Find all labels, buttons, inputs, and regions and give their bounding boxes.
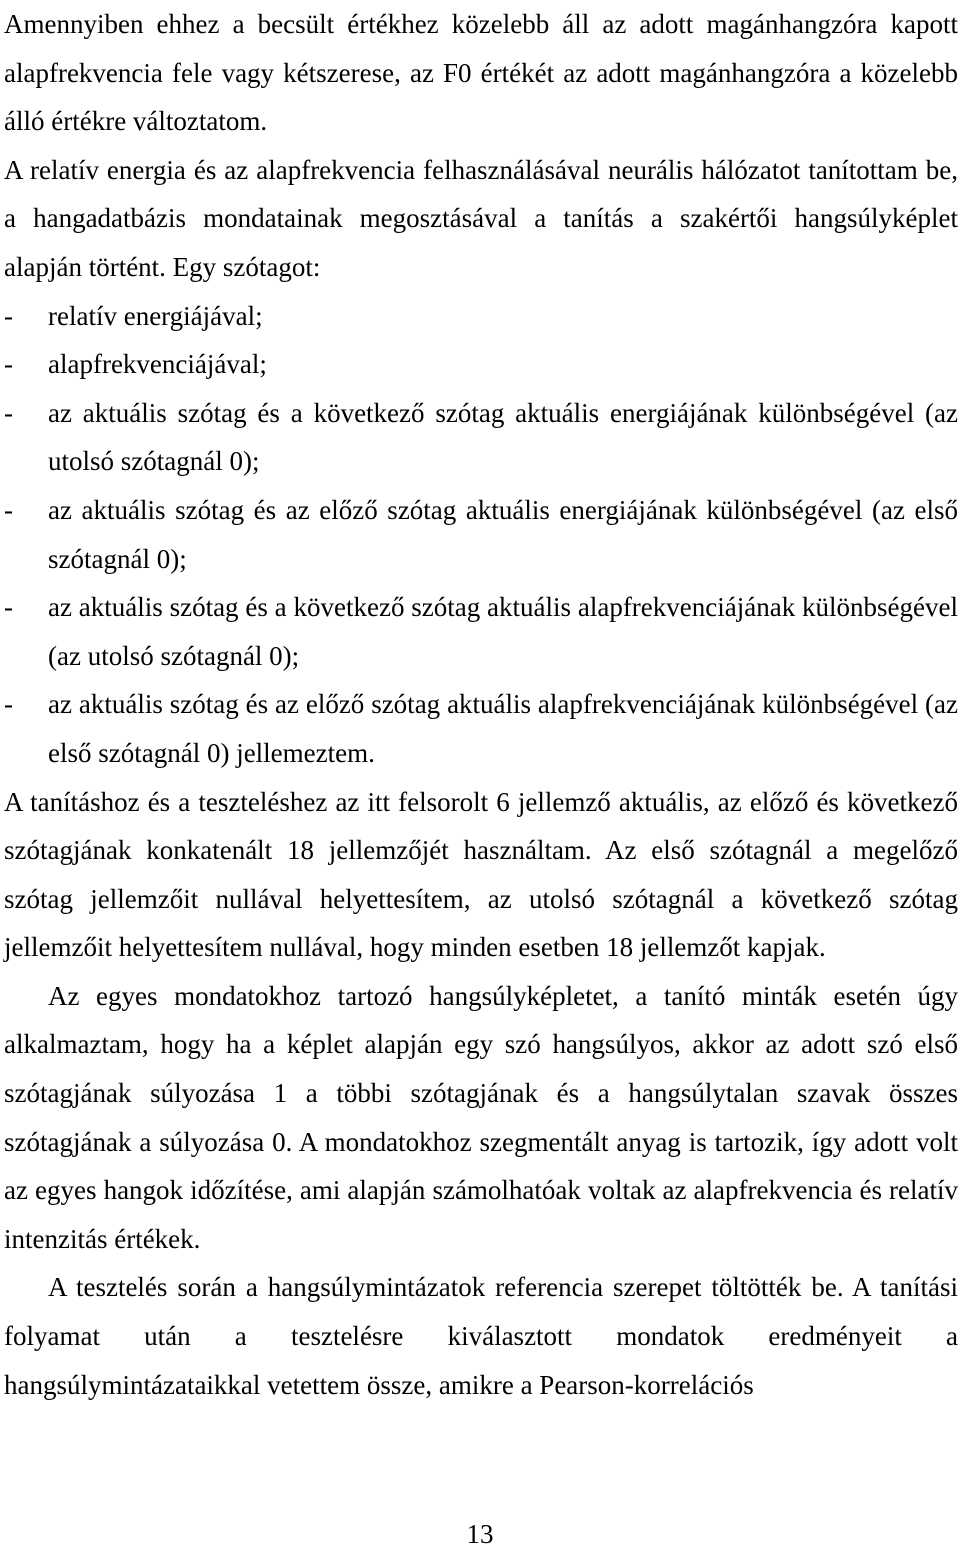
list-item-text: az aktuális szótag és az előző szótag aktuális alapfrekvenciájának különbségével (az első szótagnál 0) jellemeztem.: [48, 689, 958, 768]
list-dash: -: [4, 592, 13, 623]
list-item: [4, 583, 958, 680]
paragraph-1: Amennyiben ehhez a becsült értékhez közelebb áll az adott magánhangzóra kapott alapfrekvencia fele vagy kétszerese, az F0 értékét az adott magánhangzóra a közelebb álló értékre változtatom.: [4, 9, 958, 137]
list-dash: -: [4, 494, 13, 525]
document-page: [4, 0, 958, 1409]
page-number: 13: [466, 1519, 494, 1549]
paragraph-4: Az egyes mondatokhoz tartozó hangsúlyképletet, a tanító minták esetén úgy alkalmaztam, hogy ha a képlet alapján egy szó hangsúlyos, akkor az adott szó első szótagjának súlyozása 1 a többi szótagjának és a hangsúlytalan szavak összes szótagjának a súlyozása 0. A mondatokhoz szegmentált anyag is tartozik, így adott volt az egyes hangok időzítése, ami alapján számolhatóak voltak az alapfrekvencia és relatív intenzitás értékek.: [4, 980, 958, 1254]
list-dash: -: [4, 349, 13, 380]
list-item-text: alapfrekvenciájával;: [48, 349, 267, 380]
list-dash: -: [4, 300, 13, 331]
list-dash: -: [4, 689, 13, 720]
list-item-text: az aktuális szótag és a következő szótag aktuális alapfrekvenciájának különbségével (az utolsó szótagnál 0);: [48, 592, 958, 671]
list-item: [4, 340, 958, 389]
paragraph-3: A tanításhoz és a teszteléshez az itt felsorolt 6 jellemző aktuális, az előző és következő szótagjának konkatenált 18 jellemzőjét használtam. Az első szótagnál a megelőző szótag jellemzőit nullával helyettesítem, az utolsó szótagnál a következő szótag jellemzőit helyettesítem nullával, hogy minden esetben 18 jellemzőt kapjak.: [4, 786, 958, 963]
list-item: [4, 389, 958, 486]
list-item: [4, 680, 958, 777]
list-item-text: az aktuális szótag és a következő szótag aktuális energiájának különbségével (az utolsó szótagnál 0);: [48, 397, 958, 477]
list-item-text: az aktuális szótag és az előző szótag aktuális energiájának különbségével (az első szótagnál 0);: [48, 494, 958, 574]
list-item-text: relatív energiájával;: [48, 300, 263, 331]
list-item: [4, 292, 958, 341]
feature-list: [4, 292, 958, 778]
paragraph-5: A tesztelés során a hangsúlymintázatok referencia szerepet töltötték be. A tanítási folyamat után a tesztelésre kiválasztott mondatok eredményeit a hangsúlymintázataikkal vetettem össze, amikre a Pearson-korrelációs: [4, 1272, 958, 1400]
paragraph-2: A relatív energia és az alapfrekvencia felhasználásával neurális hálózatot tanítottam be, a hangadatbázis mondatainak megosztásával a tanítás a szakértői hangsúlyképlet alapján történt. Egy szótagot:: [4, 154, 958, 282]
list-item: [4, 486, 958, 583]
list-dash: -: [4, 397, 13, 428]
